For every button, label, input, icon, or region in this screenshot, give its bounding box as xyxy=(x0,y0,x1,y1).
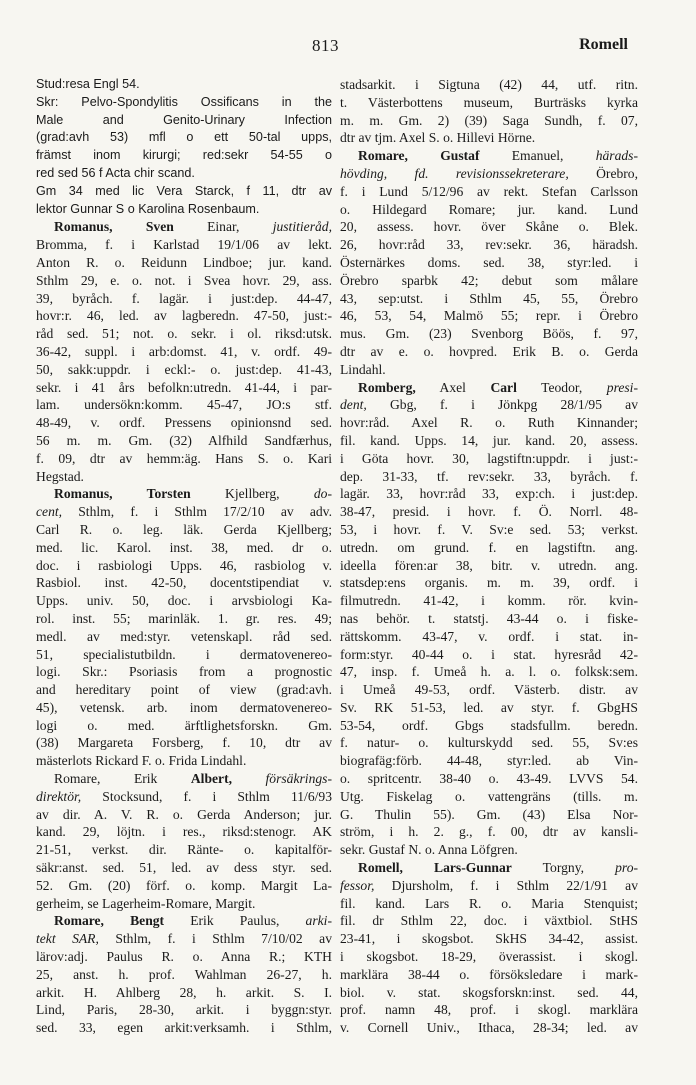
text-line: 56 m. m. Gm. (32) Alfhild Sandfærhus, xyxy=(36,432,332,448)
text-line: prof. namn 48, prof. i skogl. marklära xyxy=(340,1002,638,1018)
text-line: arkit. H. Ahlberg 28, h. arkit. S. I. xyxy=(36,984,332,1000)
entry-title-italic: fessor, xyxy=(340,877,375,893)
page-header xyxy=(0,34,696,58)
text-line: Skr: Pelvo-Spondylitis Ossificans in the xyxy=(36,94,332,109)
text-segment: Djursholm, f. i Sthlm 22/1/91 av xyxy=(374,877,638,893)
text-line xyxy=(36,788,332,806)
text-segment xyxy=(232,771,266,786)
entry-headword: Albert, xyxy=(190,771,233,787)
text-line xyxy=(340,379,638,397)
entry-title-italic: justitieråd, xyxy=(272,219,332,235)
text-line: 43, sep:utst. i Sthlm 45, 55, Örebro xyxy=(340,290,638,306)
text-line: sekr. Gustaf N. o. Anna Löfgren. xyxy=(340,842,518,858)
text-segment: Gbg, f. i Jönkpg 28/1/95 av xyxy=(366,397,638,413)
text-line: Gm 34 med lic Vera Starck, f 11, dtr av xyxy=(36,183,332,198)
text-line xyxy=(340,859,638,877)
entry-title-italic: arki- xyxy=(305,913,332,929)
text-line: i Göta hovr. 30, lagstiftn:uppdr. i just:- xyxy=(340,450,638,466)
text-line: logi o. med. ärftlighetsforskn. Gm. xyxy=(36,717,332,733)
text-line: Örebro sparbk 42; debut som målare xyxy=(340,272,638,288)
text-line: ström, i h. 2. g., f. 00, dtr av kansli- xyxy=(340,824,638,840)
text-line: med. lic. Karol. inst. 38, med. dr o. xyxy=(36,539,332,555)
text-line: 23-41, i skogsbot. SkHS 34-42, assist. xyxy=(340,931,638,947)
text-line: o. spritcentr. 38-40 o. 43-49. LVVS 54. xyxy=(340,771,638,787)
text-line: biol. v. stat. skogsforskn:inst. sed. 44, xyxy=(340,984,638,1000)
text-line: sed. 33, egen arkit:verksamh. i Sthlm, xyxy=(36,1020,332,1036)
text-segment: Torgny, xyxy=(511,860,616,876)
text-line: av dir. A. V. R. o. Gerda Anderson; jur. xyxy=(36,806,332,822)
text-line: marklära 38-44 o. försöksledare i mark- xyxy=(340,966,638,982)
text-line: 50, sakk:uppdr. i eckl:- o. just:dep. 41-43, xyxy=(36,361,332,377)
text-line: Carl R. o. leg. läk. Gerda Kjellberg; xyxy=(36,521,332,537)
text-line: Hegstad. xyxy=(36,468,84,484)
entry-title-italic: direktör, xyxy=(36,788,82,804)
text-line: 20, assess. hovr. över Skåne o. Blek. xyxy=(340,219,638,235)
entry-title-italic: hövding, fd. revisionssekreterare, xyxy=(340,165,569,181)
text-line: 52. Gm. (20) förf. o. komp. Margit La- xyxy=(36,877,332,893)
entry-headword: Romare, Bengt xyxy=(54,913,165,929)
text-line: logi. Skr.: Psoriasis from a prognostic xyxy=(36,664,332,680)
text-line: sekr. i 41 års befolkn:utredn. 41-44, i par- xyxy=(36,379,332,395)
text-line: Lindahl. xyxy=(340,361,386,377)
text-line: f. natur- o. kulturskydd sed. 55, Sv:es xyxy=(340,735,638,751)
left-column xyxy=(36,76,332,1037)
text-line: lam. undersökn:komm. 45-47, JO:s stf. xyxy=(36,397,332,413)
entry-title-italic: presi- xyxy=(606,379,638,395)
entry-headword: Carl xyxy=(490,379,517,395)
text-line: säkr:anst. sed. 51, led. av dess styr. sed. xyxy=(36,860,332,876)
text-line: ideella fören:ar 38, bitr. v. utredn. ang. xyxy=(340,557,638,573)
text-line: Sthlm 29, e. o. not. i Svea hovr. 29, ass. xyxy=(36,272,332,288)
text-line xyxy=(36,770,332,788)
text-line: 48-49, v. ordf. Pressens opinionsnd sed. xyxy=(36,415,332,431)
text-segment: Romare, Erik xyxy=(54,771,191,787)
text-segment: Sthlm, f. i Sthlm 17/2/10 av adv. xyxy=(62,504,332,520)
text-line xyxy=(36,218,332,236)
text-line xyxy=(340,877,638,895)
text-segment: Kjellberg, xyxy=(190,486,314,502)
text-line: mästerlots Rickard F. o. Frida Lindahl. xyxy=(36,753,247,769)
text-line: filmutredn. 41-42, i komm. rör. kvin- xyxy=(340,593,638,609)
text-line: 36-42, suppl. i arb:domst. 41, v. ordf. 49- xyxy=(36,343,332,359)
text-line: form:styr. 40-44 o. i stat. hyresråd 42- xyxy=(340,646,638,662)
text-line: dtr av tjm. Axel S. o. Hillevi Hörne. xyxy=(340,130,536,146)
text-segment: Örebro, xyxy=(568,165,638,181)
text-line: Utg. Fiskelag o. vattengräns (tills. m. xyxy=(340,788,638,804)
text-segment: Erik Paulus, xyxy=(164,913,306,929)
text-line: fil. kand. Upps. 14, jur. kand. 20, assess. xyxy=(340,432,638,448)
running-head: Romell xyxy=(579,36,628,53)
entry-headword: Romanus, Sven xyxy=(54,219,174,235)
text-line: 25, anst. h. prof. Wahlman 26-27, h. xyxy=(36,966,332,982)
text-line: nas behör. t. statstj. 43-44 o. i fiske- xyxy=(340,610,638,626)
text-line: dtr av e. o. hovpred. Erik B. o. Gerda xyxy=(340,343,638,359)
text-line: statsdep:ens organis. m. m. 39, ordf. i xyxy=(340,575,638,591)
text-line: råd sed. 51; not. o. sekr. i ol. riksd:utsk. xyxy=(36,326,332,342)
text-line xyxy=(36,503,332,521)
text-segment: Emanuel, xyxy=(479,148,596,164)
text-line: i skogsbot. 18-29, överassist. i skogl. xyxy=(340,949,638,965)
text-line: fil. kand. Lars R. o. Maria Stenquist; xyxy=(340,895,638,911)
text-line: 39, byråch. f. lagär. i just:dep. 44-47, xyxy=(36,290,332,306)
entry-headword: Romanus, Torsten xyxy=(54,486,191,502)
text-line: v. Cornell Univ., Ithaca, 28-34; led. av xyxy=(340,1020,638,1036)
text-line: 26, hovr:råd 33, rev:sekr. 36, häradsh. xyxy=(340,237,638,253)
text-segment: Axel xyxy=(415,379,491,395)
entry-title-italic: do- xyxy=(313,486,332,502)
text-line: stadsarkit. i Sigtuna (42) 44, utf. ritn. xyxy=(340,77,638,92)
text-line: fil. dr Sthlm 22, doc. i växtbiol. StHS xyxy=(340,913,638,929)
text-segment: Stocksund, f. i Sthlm 11/6/93 xyxy=(81,788,332,804)
text-line: f. 09, dtr av hemm:äg. Hans S. o. Kari xyxy=(36,450,332,466)
text-line: G. Thulin 55). Gm. (43) Elsa Nor- xyxy=(340,806,638,822)
text-line: Sv. RK 51-53, led. av styr. f. GbgHS xyxy=(340,699,638,715)
text-line: lagär. 33, hovr:råd 33, exp:ch. i just:dep. xyxy=(340,486,638,502)
entry-title-italic: försäkrings- xyxy=(265,771,332,787)
text-line: 21-51, verkst. dir. Ränte- o. kapitalför- xyxy=(36,842,332,858)
text-line: Bromma, f. i Karlstad 19/1/06 av lekt. xyxy=(36,237,332,253)
text-line: 47, insp. f. Umeå h. a. l. o. folksk:sem. xyxy=(340,664,638,680)
entry-headword: Romare, Gustaf xyxy=(358,148,480,164)
text-line: främst inom kirurgi; red:sekr 54-55 o xyxy=(36,148,332,163)
text-line: t. Västerbottens museum, Burträsks kyrka xyxy=(340,94,638,110)
text-segment: Teodor, xyxy=(516,379,607,395)
entry-title-italic: pro- xyxy=(615,860,638,876)
entry-title-italic: dent, xyxy=(340,397,367,413)
text-line: (grad:avh 53) mfl o ett 50-tal upps, xyxy=(36,130,332,145)
text-line xyxy=(340,147,638,165)
text-segment: Sthlm, f. i Sthlm 7/10/02 av xyxy=(98,931,332,947)
text-line: f. i Lund 5/12/96 av rekt. Stefan Carlsson xyxy=(340,183,638,199)
entry-title-italic: tekt SAR, xyxy=(36,931,99,947)
text-line xyxy=(340,396,638,414)
text-line: 38-47, presid. i hovr. f. Ö. Norrl. 48- xyxy=(340,504,638,520)
text-line: m. m. Gm. 2) (39) Saga Sundh, f. 07, xyxy=(340,112,638,128)
text-line: mus. Gm. (23) Svenborg Böös, f. 97, xyxy=(340,326,638,342)
text-line: lärov:adj. Paulus R. o. Anna R.; KTH xyxy=(36,949,332,965)
text-line: 53-54, ordf. Gbgs stadsfullm. beredn. xyxy=(340,717,638,733)
entry-headword: Romberg, xyxy=(358,379,416,395)
text-line: Stud:resa Engl 54. xyxy=(36,77,140,91)
entry-headword: Romell, Lars-Gunnar xyxy=(358,860,512,876)
text-line: 45), vetensk. arb. inom dermatovenereo- xyxy=(36,699,332,715)
text-line: hovr:råd. Axel R. o. Ruth Kinnander; xyxy=(340,415,638,431)
text-line xyxy=(36,485,332,503)
text-line: 53, i hovr. f. V. Sv:e sed. 53; verkst. xyxy=(340,521,638,537)
text-line: (38) Margareta Forsberg, f. 10, dtr av xyxy=(36,735,332,751)
text-line: red sed 56 f Acta chir scand. xyxy=(36,165,195,180)
text-segment: Einar, xyxy=(173,219,273,235)
text-line: rättskomm. 43-47, v. ordf. i stat. in- xyxy=(340,628,638,644)
text-line: rol. inst. 55; marinläk. 1. gr. res. 49; xyxy=(36,610,332,626)
text-line: i Umeå 49-53, ordf. Västerb. distr. av xyxy=(340,682,638,698)
text-line: kand. 29, löjtn. i res., riksd:stenogr. AK xyxy=(36,824,332,840)
text-line xyxy=(36,912,332,930)
text-line: Rasbiol. inst. 42-50, docentstipendiat v. xyxy=(36,575,332,591)
entry-title-italic: cent, xyxy=(36,504,63,520)
text-line: 46, 53, 54, Malmö 55; repr. i Örebro xyxy=(340,308,638,324)
text-line: medl. av med:styr. vetenskapl. råd sed. xyxy=(36,628,332,644)
text-line: 51, specialistutbildn. i dermatovenereo- xyxy=(36,646,332,662)
right-column xyxy=(340,76,638,1037)
text-line: gerheim, se Lagerheim-Romare, Margit. xyxy=(36,895,256,911)
text-line: hovr:r. 46, led. av lagberedn. 47-50, just:- xyxy=(36,308,332,324)
entry-title-italic: härads- xyxy=(595,148,638,164)
page-number: 813 xyxy=(312,36,339,55)
text-line: Anton R. o. Reidunn Lindboe; jur. kand. xyxy=(36,254,332,270)
text-line: and hereditary point of view (grad:avh. xyxy=(36,682,332,698)
text-line: biografäg:förb. 44-48, styr:led. ab Vin- xyxy=(340,753,638,769)
text-line xyxy=(340,165,638,183)
text-line: Östernärkes doms. sed. 38, styr:led. i xyxy=(340,254,638,270)
text-line: doc. i rasbiologi Upps. 46, rasbiolog v. xyxy=(36,557,332,573)
text-line xyxy=(36,930,332,948)
text-line: Lind, Paris, 28-30, arkit. i byggn:styr. xyxy=(36,1002,332,1018)
text-line: Upps. univ. 50, doc. i arvsbiologi Ka- xyxy=(36,593,332,609)
text-line: Male and Genito-Urinary Infection xyxy=(36,112,332,127)
text-line: o. Hildegard Romare; jur. kand. Lund xyxy=(340,201,638,217)
text-line: dep. 31-33, tf. rev:sekr. 33, byråch. f. xyxy=(340,468,638,484)
text-line: lektor Gunnar S o Karolina Rosenbaum. xyxy=(36,201,260,216)
text-line: utredn. om grund. f. en lagstiftn. ang. xyxy=(340,539,638,555)
